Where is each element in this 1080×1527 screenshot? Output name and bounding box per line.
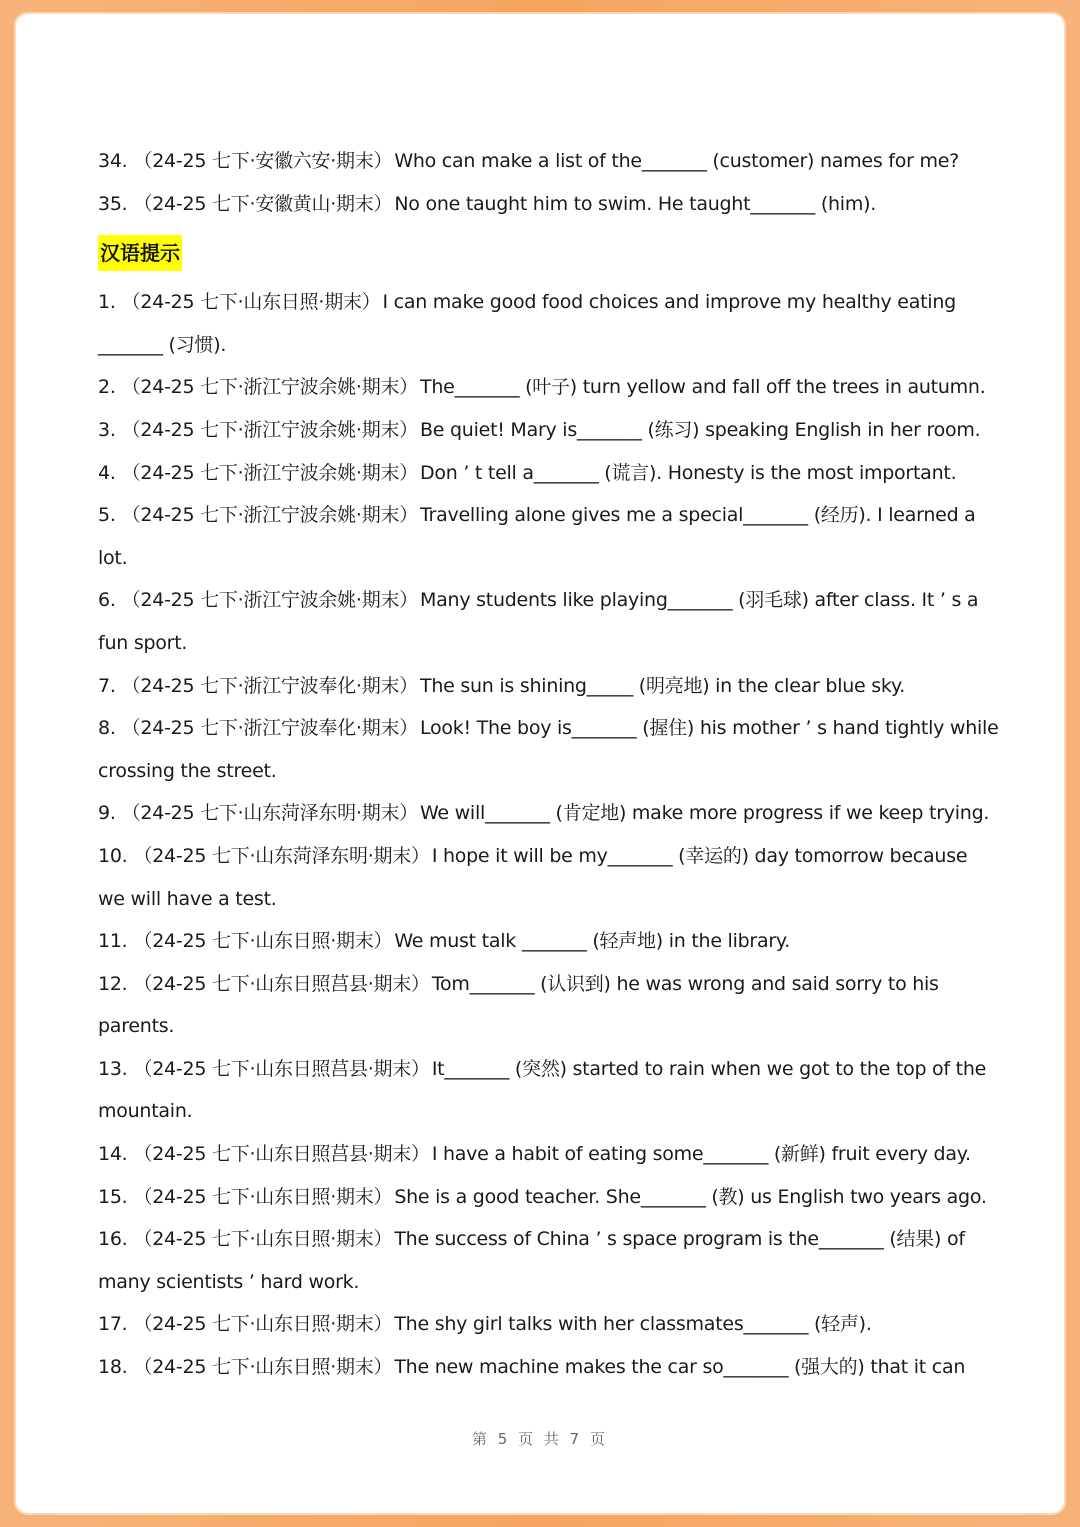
question-number: 10. — [98, 844, 128, 867]
page-number-footer: 第 5 页 共 7 页 — [472, 1430, 608, 1448]
question-source: （24-25 七下·浙江宁波余姚·期末） — [121, 418, 418, 441]
question-text: Don ’ t tell a_______ (谎言). Honesty is the most important. — [419, 461, 957, 484]
question-source: （24-25 七下·浙江宁波余姚·期末） — [121, 504, 418, 527]
question-text: The sun is shining_____ (明亮地) in the clear blue sky. — [419, 674, 906, 697]
question-text: I hope it will be my_______ (幸运的) day tomorrow because — [431, 844, 968, 867]
question-source: （24-25 七下·山东日照·期末） — [133, 930, 393, 953]
question-number: 34. — [98, 150, 128, 172]
question-16 — [98, 1218, 998, 1261]
question-text: We will_______ (肯定地) make more progress if we keep trying. — [419, 802, 990, 825]
question-9 — [98, 792, 998, 835]
question-text: The shy girl talks with her classmates_______ (轻声). — [394, 1313, 872, 1336]
question-number: 3. — [98, 418, 116, 441]
question-text: We must talk _______ (轻声地) in the library. — [394, 930, 791, 953]
question-8 — [98, 707, 998, 750]
question-text: The_______ (叶子) turn yellow and fall off the trees in autumn. — [419, 376, 986, 399]
question-source: （24-25 七下·山东日照莒县·期末） — [133, 1143, 430, 1166]
question-source: （24-25 七下·山东日照·期末） — [133, 1185, 393, 1208]
question-source: （24-25 七下·浙江宁波余姚·期末） — [121, 589, 418, 612]
question-number: 15. — [98, 1185, 128, 1208]
question-13-continued: mountain. — [98, 1100, 193, 1123]
question-number: 13. — [98, 1057, 128, 1080]
question-text: The new machine makes the car so_______ (强大的) that it can — [394, 1356, 966, 1379]
question-source: （24-25 七下·浙江宁波余姚·期末） — [121, 461, 418, 484]
question-source: （24-25 七下·浙江宁波奉化·期末） — [121, 717, 418, 740]
question-number: 1. — [98, 291, 116, 314]
question-3 — [98, 409, 998, 452]
question-source: （24-25 七下·山东日照·期末） — [121, 291, 381, 314]
question-7 — [98, 665, 998, 708]
question-35 — [98, 183, 998, 226]
question-text: Look! The boy is_______ (握住) his mother ’ s hand tightly while — [419, 717, 999, 740]
question-source: （24-25 七下·浙江宁波奉化·期末） — [121, 674, 418, 697]
section-heading-row — [98, 225, 998, 281]
question-source: （24-25 七下·山东日照·期末） — [133, 1313, 393, 1336]
question-number: 11. — [98, 930, 128, 953]
document-page — [14, 12, 1066, 1515]
question-5-continued: lot. — [98, 546, 128, 569]
question-text: Be quiet! Mary is_______ (练习) speaking English in her room. — [419, 418, 981, 441]
question-text: Tom_______ (认识到) he was wrong and said sorry to his — [431, 972, 939, 995]
question-text: Many students like playing_______ (羽毛球) after class. It ’ s a — [419, 589, 979, 612]
question-11 — [98, 920, 998, 963]
question-list — [98, 140, 998, 1389]
question-number: 17. — [98, 1313, 128, 1336]
question-source: （24-25 七下·山东日照莒县·期末） — [133, 1057, 430, 1080]
question-1 — [98, 281, 998, 324]
question-10-continued: we will have a test. — [98, 887, 277, 910]
question-source: （24-25 七下·山东日照·期末） — [133, 1356, 393, 1379]
question-source: （24-25 七下·山东日照·期末） — [133, 1228, 393, 1251]
question-source: （24-25 七下·山东日照莒县·期末） — [133, 972, 430, 995]
question-number: 4. — [98, 461, 116, 484]
question-17 — [98, 1303, 998, 1346]
question-2 — [98, 366, 998, 409]
question-6 — [98, 579, 998, 622]
question-text: The success of China ’ s space program is the_______ (结果) of — [394, 1228, 965, 1251]
question-number: 7. — [98, 674, 116, 697]
question-14 — [98, 1133, 998, 1176]
question-18 — [98, 1346, 998, 1389]
question-number: 5. — [98, 504, 116, 527]
question-15 — [98, 1176, 998, 1219]
question-number: 6. — [98, 589, 116, 612]
question-text: Who can make a list of the_______ (customer) names for me? — [394, 150, 959, 172]
question-number: 35. — [98, 192, 128, 215]
question-1-continued: _______ (习惯). — [98, 333, 227, 356]
question-number: 16. — [98, 1228, 128, 1251]
question-text: It_______ (突然) started to rain when we got to the top of the — [431, 1057, 987, 1080]
question-source: （24-25 七下·山东菏泽东明·期末） — [121, 802, 418, 825]
question-text: No one taught him to swim. He taught_______ (him). — [394, 192, 877, 215]
question-12 — [98, 963, 998, 1006]
question-number: 18. — [98, 1356, 128, 1379]
question-10 — [98, 835, 998, 878]
question-number: 14. — [98, 1143, 128, 1166]
question-8-continued: crossing the street. — [98, 759, 277, 782]
question-number: 12. — [98, 972, 128, 995]
question-number: 8. — [98, 717, 116, 740]
question-16-continued: many scientists ’ hard work. — [98, 1270, 360, 1293]
question-text: Travelling alone gives me a special_______ (经历). I learned a — [419, 504, 976, 527]
question-12-continued: parents. — [98, 1015, 175, 1038]
question-source: （24-25 七下·安徽黄山·期末） — [133, 192, 393, 215]
question-text: I have a habit of eating some_______ (新鲜) fruit every day. — [431, 1143, 971, 1166]
question-source: （24-25 七下·安徽六安·期末） — [133, 150, 393, 172]
section-heading: 汉语提示 — [98, 235, 182, 271]
question-5 — [98, 494, 998, 537]
question-4 — [98, 452, 998, 495]
question-source: （24-25 七下·山东菏泽东明·期末） — [133, 844, 430, 867]
question-13 — [98, 1048, 998, 1091]
question-34 — [98, 140, 998, 183]
question-6-continued: fun sport. — [98, 631, 188, 654]
question-source: （24-25 七下·浙江宁波余姚·期末） — [121, 376, 418, 399]
question-text: I can make good food choices and improve my healthy eating — [382, 291, 956, 314]
question-text: She is a good teacher. She_______ (教) us English two years ago. — [394, 1185, 987, 1208]
question-number: 9. — [98, 802, 116, 825]
question-number: 2. — [98, 376, 116, 399]
